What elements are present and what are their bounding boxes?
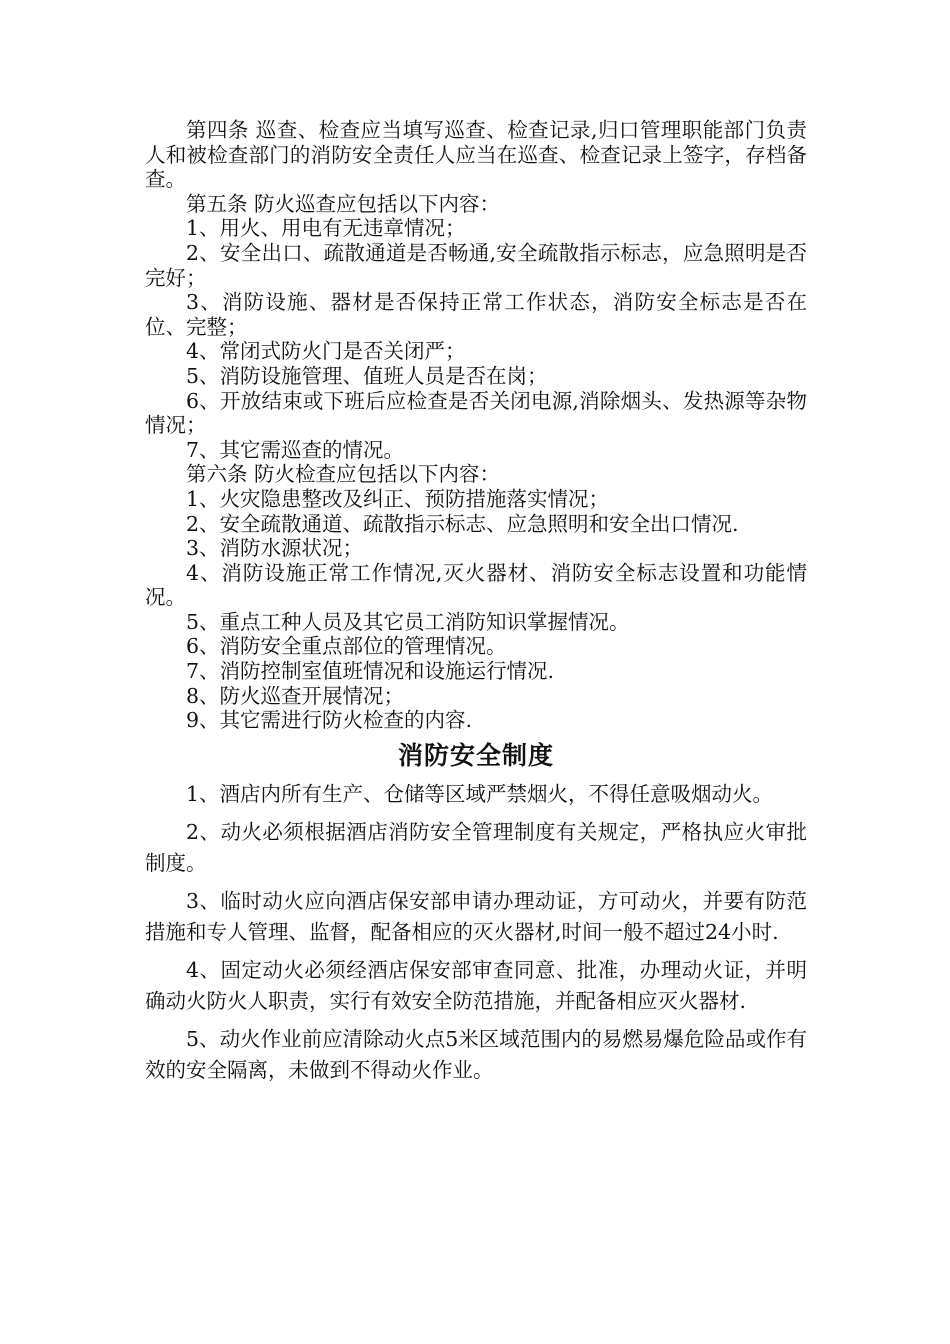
paragraph: 4、固定动火必须经酒店保安部审查同意、批准，办理动火证，并明确动火防火人职责，实行有效安全防范措施，并配备相应灭火器材. [145, 957, 807, 1013]
paragraph: 7、消防控制室值班情况和设施运行情况. [186, 659, 555, 684]
paragraph: 1、用火、用电有无违章情况； [186, 216, 466, 241]
paragraph: 第四条 巡查、检查应当填写巡查、检查记录,归口管理职能部门负责人和被检查部门的消防安全责任人应当在巡查、检查记录上签字，存档备查。 [145, 118, 807, 192]
paragraph: 5、重点工种人员及其它员工消防知识掌握情况。 [186, 609, 630, 634]
paragraph: 6、消防安全重点部位的管理情况。 [186, 634, 507, 659]
paragraph: 6、开放结束或下班后应检查是否关闭电源,消除烟头、发热源等杂物情况； [145, 388, 807, 438]
paragraph: 1、火灾隐患整改及纠正、预防措施落实情况； [186, 486, 610, 511]
paragraph: 4、消防设施正常工作情况,灭火器材、消防安全标志设置和功能情况。 [145, 560, 807, 610]
fire-safety-rules-section [145, 779, 807, 1086]
paragraph: 5、动火作业前应清除动火点5米区域范围内的易燃易爆危险品或作有效的安全隔离，未做到不得动火作业。 [145, 1026, 807, 1082]
paragraph: 2、安全出口、疏散通道是否畅通,安全疏散指示标志，应急照明是否完好； [145, 240, 807, 290]
paragraph: 4、常闭式防火门是否关闭严； [186, 339, 466, 364]
section-title: 消防安全制度 [397, 740, 554, 770]
paragraph: 第六条 防火检查应包括以下内容： [186, 462, 501, 487]
document-page [145, 118, 807, 1093]
paragraph: 3、消防水源状况； [186, 536, 364, 561]
paragraph: 5、消防设施管理、值班人员是否在岗； [186, 363, 548, 388]
paragraph: 3、消防设施、器材是否保持正常工作状态，消防安全标志是否在位、完整； [145, 290, 807, 339]
paragraph: 2、安全疏散通道、疏散指示标志、应急照明和安全出口情况. [186, 511, 739, 536]
paragraph: 7、其它需巡查的情况。 [186, 437, 405, 462]
inspection-rules-section [145, 118, 807, 733]
paragraph: 8、防火巡查开展情况； [186, 683, 405, 708]
paragraph: 3、临时动火应向酒店保安部申请办理动证，方可动火，并要有防范措施和专人管理、监督，配备相应的灭火器材,时间一般不超过24小时. [145, 888, 807, 944]
paragraph: 1、酒店内所有生产、仓储等区域严禁烟火，不得任意吸烟动火。 [186, 781, 774, 806]
paragraph: 第五条 防火巡查应包括以下内容： [186, 191, 501, 216]
paragraph: 9、其它需进行防火检查的内容. [186, 708, 473, 733]
paragraph: 2、动火必须根据酒店消防安全管理制度有关规定，严格执应火审批制度。 [145, 819, 807, 875]
